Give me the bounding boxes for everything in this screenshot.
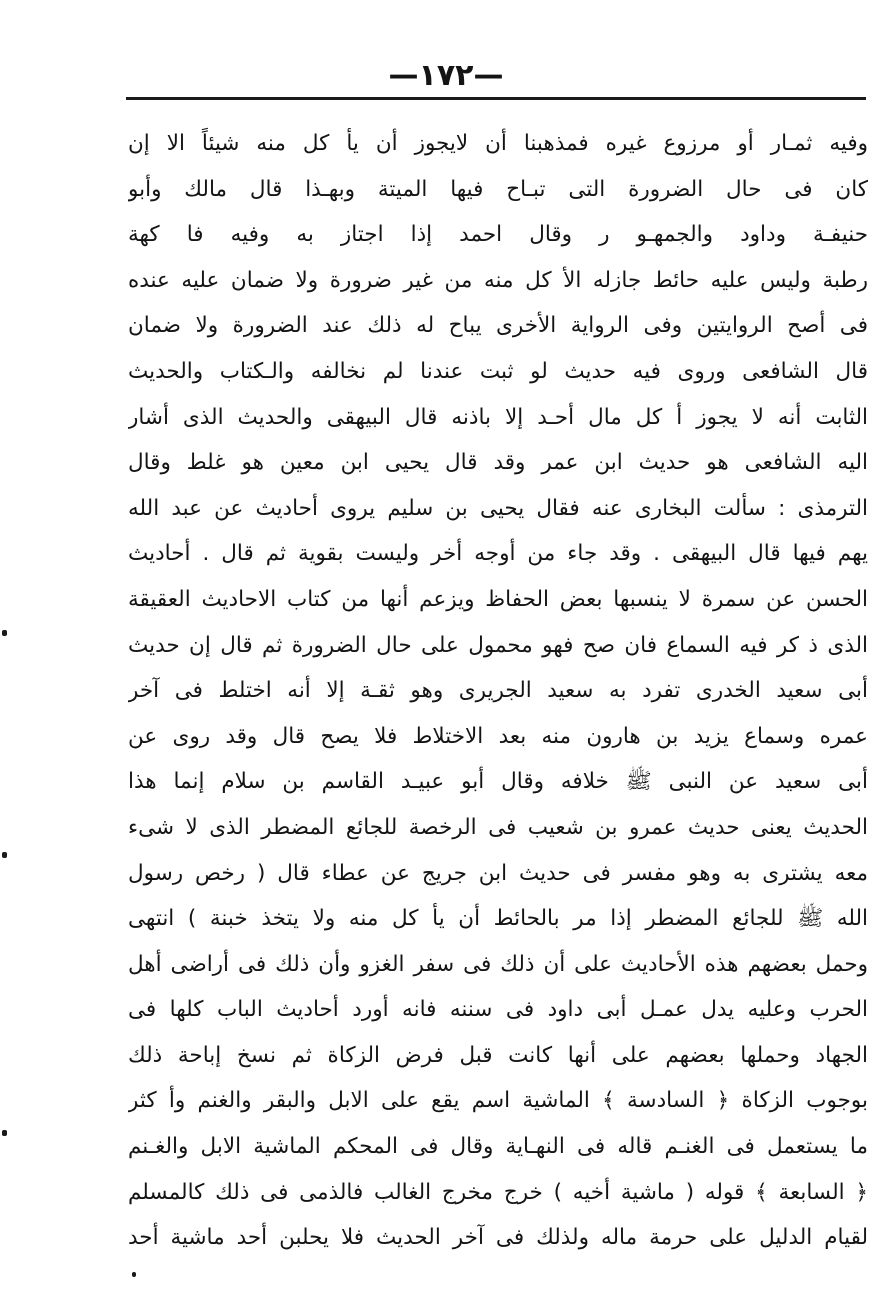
header-rule bbox=[126, 97, 866, 100]
margin-mark bbox=[2, 1130, 7, 1136]
text-line: الحرب وعليه يدل عمـل أبى داود فى سننه فانه أورد أحاديث الباب كلها فى bbox=[128, 997, 868, 1023]
text-line: الترمذى : سألت البخارى عنه فقال يحيى بن سليم يروى أحاديث عن عبد الله bbox=[128, 495, 868, 521]
text-line: وفيه ثمـار أو مرزوع غيره فمذهبنا أن لايجوز أن يأ كل منه شيئاً الا إن bbox=[128, 131, 868, 156]
text-line: قال الشافعى وروى فيه حديث لو ثبت عندنا لم نخالفه والـكتاب والحديث bbox=[128, 358, 868, 384]
text-line: الذى ذ كر فيه السماع فان صح فهو محمول على حال الضرورة ثم قال إن حديث bbox=[128, 632, 868, 658]
body-text bbox=[128, 121, 868, 1261]
margin-mark bbox=[2, 630, 7, 636]
text-line: ما يستعمل فى الغنـم قاله فى النهـاية وقال فى المحكم الماشية الابل والغـنم bbox=[128, 1134, 868, 1160]
text-line: ﴿ السابعة ﴾ قوله ( ماشية أخيه ) خرج مخرج الغالب فالذمى فى ذلك كالمسلم bbox=[128, 1179, 868, 1205]
text-line: حنيفـة وداود والجمهـو ر وقال احمد إذا اجتاز به وفيه فا كهة bbox=[128, 222, 868, 248]
text-line: الله ﷺ للجائع المضطر إذا مر بالحائط أن يأ كل منه ولا يتخذ خبنة ) انتهى bbox=[128, 906, 868, 932]
text-line: الجهاد وحملها بعضهم على أنها كانت قبل فرض الزكاة ثم نسخ إباحة ذلك bbox=[128, 1042, 868, 1068]
page-number: —١٧٢— bbox=[388, 58, 504, 93]
text-line: فى أصح الروايتين وفى الرواية الأخرى يباح له ذلك عند الضرورة ولا ضمان bbox=[128, 313, 868, 339]
text-line: يهم فيها قال البيهقى . وقد جاء من أوجه أخر وليست بقوية ثم قال . أحاديث bbox=[128, 541, 868, 567]
text-line: عمره وسماع يزيد بن هارون منه بعد الاختلاط فلا يصح قال وقد روى عن bbox=[128, 723, 868, 749]
text-line: الحديث يعنى حديث عمرو بن شعيب فى الرخصة للجائع المضطر الذى لا شىء bbox=[128, 814, 868, 840]
text-line: كان فى حال الضرورة التى تبـاح فيها الميتة وبهـذا قال مالك وأبو bbox=[128, 176, 868, 202]
text-line: الثابت أنه لا يجوز أ كل مال أحـد إلا باذنه قال البيهقى والحديث الذى أشار bbox=[128, 404, 868, 430]
text-line: لقيام الدليل على حرمة ماله ولذلك فى آخر الحديث فلا يحلبن أحد ماشية أحد bbox=[128, 1225, 868, 1251]
text-line: معه يشترى به وهو مفسر فى حديث ابن جريج عن عطاء قال ( رخص رسول bbox=[128, 860, 868, 886]
text-line: أبى سعيد الخدرى تفرد به سعيد الجريرى وهو ثقـة إلا أنه اختلط فى آخر bbox=[128, 678, 868, 704]
text-line: أبى سعيد عن النبى ﷺ خلافه وقال أبو عبيـد القاسم بن سلام إنما هذا bbox=[128, 769, 868, 795]
text-line: بوجوب الزكاة ﴿ السادسة ﴾ الماشية اسم يقع على الابل والبقر والغنم وأ كثر bbox=[128, 1088, 868, 1114]
text-line: اليه الشافعى هو حديث ابن عمر وقد قال يحيى ابن معين هو غلط وقال bbox=[128, 450, 868, 476]
text-line: رطبة وليس عليه حائط جازله الأ كل منه من غير ضرورة ولا ضمان عليه عنده bbox=[128, 267, 868, 293]
text-line: وحمل بعضهم هذه الأحاديث على أن ذلك فى سفر الغزو وأن ذلك فى أراضى أهل bbox=[128, 951, 868, 977]
text-line: الحسن عن سمرة لا ينسبها بعض الحفاظ ويزعم أنها من كتاب الاحاديث العقيقة bbox=[128, 586, 868, 612]
margin-mark bbox=[132, 1272, 136, 1277]
margin-mark bbox=[2, 852, 7, 858]
